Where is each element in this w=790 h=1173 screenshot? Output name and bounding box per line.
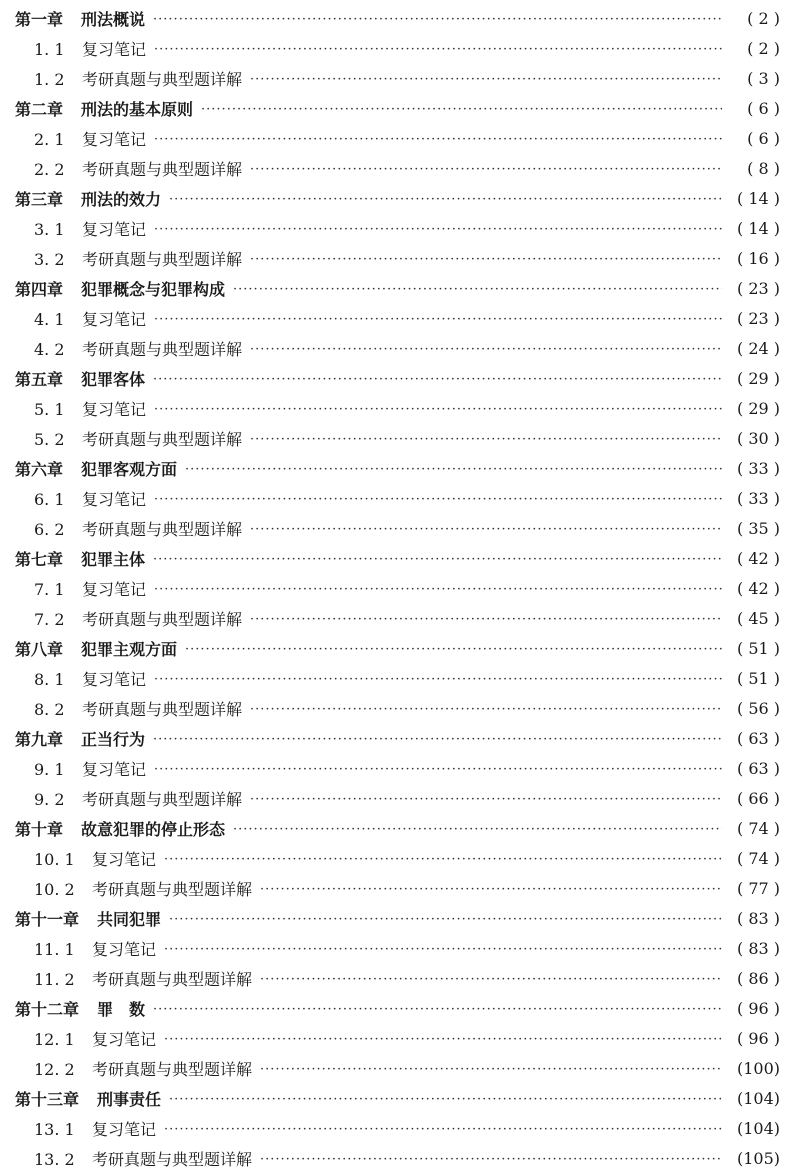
toc-page-number: ( 74 ) [736,818,780,838]
toc-page-number: ( 3 ) [747,68,780,88]
toc-entry-number: 13. 2 [34,1149,75,1169]
toc-entry-label [34,517,242,540]
toc-page-number: ( 51 ) [736,668,780,688]
toc-entry-title: 考研真题与典型题详解 [82,699,243,719]
toc-entry-title: 考研真题与典型题详解 [82,429,243,449]
toc-page-number: ( 56 ) [736,698,780,718]
toc-entry-title: 罪 数 [97,999,146,1019]
toc-page-number: ( 63 ) [736,758,780,778]
toc-page-number: ( 23 ) [736,308,780,328]
toc-section-row[interactable] [0,1113,790,1143]
toc-entry-number: 第七章 [15,549,64,569]
toc-entry-title: 复习笔记 [92,1029,157,1049]
toc-chapter-row[interactable] [0,633,790,663]
dot-leader [250,72,722,87]
toc-page-number: ( 30 ) [736,428,780,448]
toc-entry-label [34,667,146,690]
toc-entry-label [15,187,161,210]
toc-section-row[interactable] [0,513,790,543]
toc-page-number: (105) [736,1148,780,1168]
toc-entry-label [15,7,145,30]
toc-entry-number: 第十三章 [15,1089,80,1109]
toc-entry-number: 11. 2 [34,969,75,989]
toc-page-number: ( 51 ) [736,638,780,658]
toc-page-number: ( 63 ) [736,728,780,748]
toc-section-row[interactable] [0,33,790,63]
toc-section-row[interactable] [0,963,790,993]
toc-page-number: ( 24 ) [736,338,780,358]
toc-entry-label [15,97,193,120]
toc-entry-number: 第三章 [15,189,64,209]
toc-entry-label [34,487,146,510]
toc-entry-label [34,427,242,450]
toc-entry-label [34,787,242,810]
toc-entry-title: 复习笔记 [82,669,147,689]
toc-entry-title: 考研真题与典型题详解 [82,69,243,89]
dot-leader [185,462,722,477]
toc-entry-title: 考研真题与典型题详解 [92,1059,253,1079]
dot-leader [154,222,722,237]
toc-entry-title: 复习笔记 [92,939,157,959]
dot-leader [154,42,722,57]
dot-leader [233,822,722,837]
toc-entry-title: 复习笔记 [82,759,147,779]
toc-page-number: ( 33 ) [736,488,780,508]
toc-entry-label [15,907,161,930]
toc-section-row[interactable] [0,573,790,603]
toc-section-row[interactable] [0,213,790,243]
toc-section-row[interactable] [0,63,790,93]
toc-entry-number: 第二章 [15,99,64,119]
dot-leader [153,372,722,387]
toc-entry-number: 第一章 [15,9,64,29]
toc-page-number: ( 14 ) [736,188,780,208]
dot-leader [153,552,722,567]
dot-leader [185,642,722,657]
dot-leader [164,1122,722,1137]
toc-chapter-row[interactable] [0,723,790,753]
dot-leader [154,492,722,507]
dot-leader [260,972,722,987]
toc-page-number: ( 6 ) [747,128,780,148]
toc-chapter-row[interactable] [0,93,790,123]
toc-chapter-row[interactable] [0,993,790,1023]
dot-leader [250,612,722,627]
toc-page-number: ( 16 ) [736,248,780,268]
toc-section-row[interactable] [0,423,790,453]
toc-entry-title: 犯罪客体 [81,369,146,389]
toc-entry-title: 考研真题与典型题详解 [82,339,243,359]
toc-entry-label [34,577,146,600]
toc-entry-label [34,967,252,990]
toc-page-number: ( 74 ) [736,848,780,868]
toc-entry-number: 9. 2 [34,789,65,809]
toc-section-row[interactable] [0,243,790,273]
toc-entry-label [34,337,242,360]
toc-entry-title: 刑法概说 [81,9,146,29]
toc-entry-title: 复习笔记 [82,129,147,149]
toc-entry-title: 考研真题与典型题详解 [82,789,243,809]
toc-section-row[interactable] [0,333,790,363]
toc-entry-title: 犯罪主体 [81,549,146,569]
toc-page-number: ( 2 ) [747,38,780,58]
toc-entry-label [34,37,146,60]
toc-entry-label [34,127,146,150]
toc-entry-number: 2. 2 [34,159,65,179]
toc-page-number: ( 2 ) [747,8,780,28]
toc-entry-title: 犯罪概念与犯罪构成 [81,279,226,299]
toc-page-number: ( 42 ) [736,578,780,598]
toc-entry-number: 4. 1 [34,309,65,329]
toc-section-row[interactable] [0,753,790,783]
toc-entry-number: 2. 1 [34,129,65,149]
toc-section-row[interactable] [0,1023,790,1053]
toc-entry-number: 5. 1 [34,399,65,419]
dot-leader [154,582,722,597]
dot-leader [250,792,722,807]
toc-entry-title: 复习笔记 [82,579,147,599]
dot-leader [169,912,722,927]
toc-section-row[interactable] [0,303,790,333]
toc-entry-number: 7. 2 [34,609,65,629]
toc-entry-number: 第十章 [15,819,64,839]
toc-page-number: ( 42 ) [736,548,780,568]
dot-leader [154,132,722,147]
toc-entry-number: 3. 1 [34,219,65,239]
toc-entry-title: 考研真题与典型题详解 [92,879,253,899]
toc-entry-label [34,307,146,330]
dot-leader [250,162,722,177]
dot-leader [154,672,722,687]
dot-leader [153,732,722,747]
toc-entry-label [15,997,145,1020]
dot-leader [233,282,722,297]
dot-leader [164,942,722,957]
toc-entry-number: 5. 2 [34,429,65,449]
toc-chapter-row[interactable] [0,363,790,393]
toc-entry-title: 考研真题与典型题详解 [82,249,243,269]
dot-leader [154,402,722,417]
toc-section-row[interactable] [0,843,790,873]
toc-entry-number: 6. 2 [34,519,65,539]
toc-entry-number: 第十一章 [15,909,80,929]
toc-entry-number: 11. 1 [34,939,75,959]
dot-leader [250,522,722,537]
toc-entry-label [34,397,146,420]
dot-leader [164,1032,722,1047]
toc-entry-title: 考研真题与典型题详解 [82,159,243,179]
toc-entry-number: 12. 2 [34,1059,75,1079]
toc-entry-title: 正当行为 [81,729,146,749]
toc-section-row[interactable] [0,873,790,903]
toc-entry-number: 13. 1 [34,1119,75,1139]
toc-chapter-row[interactable] [0,1083,790,1113]
toc-section-row[interactable] [0,783,790,813]
dot-leader [153,12,722,27]
toc-entry-label [15,727,145,750]
toc-entry-title: 复习笔记 [82,309,147,329]
toc-entry-title: 考研真题与典型题详解 [92,1149,253,1169]
toc-section-row[interactable] [0,483,790,513]
dot-leader [169,192,722,207]
toc-entry-number: 4. 2 [34,339,65,359]
toc-page-number: (104) [736,1118,780,1138]
toc-page-number: ( 14 ) [736,218,780,238]
toc-chapter-row[interactable] [0,813,790,843]
toc-page-number: ( 29 ) [736,398,780,418]
toc-page-number: ( 83 ) [736,938,780,958]
toc-entry-number: 1. 1 [34,39,65,59]
toc-entry-number: 第四章 [15,279,64,299]
toc-entry-number: 1. 2 [34,69,65,89]
toc-entry-number: 8. 2 [34,699,65,719]
toc-chapter-row[interactable] [0,183,790,213]
toc-page-number: ( 96 ) [736,1028,780,1048]
toc-section-row[interactable] [0,123,790,153]
dot-leader [250,432,722,447]
toc-entry-number: 第五章 [15,369,64,389]
toc-entry-number: 9. 1 [34,759,65,779]
toc-entry-title: 考研真题与典型题详解 [92,969,253,989]
dot-leader [201,102,722,117]
toc-entry-label [34,217,146,240]
toc-entry-number: 第九章 [15,729,64,749]
toc-entry-title: 考研真题与典型题详解 [82,519,243,539]
toc-entry-label [34,937,156,960]
toc-page-number: (104) [736,1088,780,1108]
dot-leader [260,1062,722,1077]
toc-page-number: ( 29 ) [736,368,780,388]
toc-entry-label [34,157,242,180]
toc-page-number: ( 33 ) [736,458,780,478]
toc-entry-number: 10. 2 [34,879,75,899]
toc-entry-number: 第六章 [15,459,64,479]
toc-entry-number: 7. 1 [34,579,65,599]
toc-chapter-row[interactable] [0,543,790,573]
dot-leader [260,882,722,897]
toc-section-row[interactable] [0,693,790,723]
toc-entry-title: 刑事责任 [97,1089,162,1109]
toc-entry-title: 复习笔记 [82,399,147,419]
toc-page-number: ( 83 ) [736,908,780,928]
toc-entry-title: 复习笔记 [92,1119,157,1139]
toc-entry-title: 复习笔记 [92,849,157,869]
dot-leader [154,312,722,327]
toc-entry-title: 复习笔记 [82,489,147,509]
toc-chapter-row[interactable] [0,273,790,303]
toc-entry-label [34,1117,156,1140]
toc-entry-label [15,367,145,390]
dot-leader [250,252,722,267]
toc-entry-title: 故意犯罪的停止形态 [81,819,226,839]
table-of-contents [0,3,790,1173]
toc-section-row[interactable] [0,603,790,633]
toc-entry-title: 刑法的基本原则 [81,99,194,119]
toc-entry-label [15,457,177,480]
toc-entry-title: 犯罪客观方面 [81,459,178,479]
toc-entry-label [34,1147,252,1170]
toc-entry-number: 12. 1 [34,1029,75,1049]
toc-entry-title: 复习笔记 [82,219,147,239]
toc-entry-title: 共同犯罪 [97,909,162,929]
toc-page-number: ( 66 ) [736,788,780,808]
toc-chapter-row[interactable] [0,903,790,933]
toc-entry-label [15,637,177,660]
toc-entry-label [15,547,145,570]
toc-page-number: ( 8 ) [747,158,780,178]
toc-entry-title: 刑法的效力 [81,189,162,209]
dot-leader [153,1002,722,1017]
toc-entry-label [34,1057,252,1080]
toc-entry-label [34,1027,156,1050]
toc-section-row[interactable] [0,153,790,183]
toc-entry-title: 犯罪主观方面 [81,639,178,659]
toc-page-number: ( 86 ) [736,968,780,988]
toc-section-row[interactable] [0,393,790,423]
toc-page-number: ( 45 ) [736,608,780,628]
dot-leader [260,1152,722,1167]
toc-entry-number: 第八章 [15,639,64,659]
toc-entry-label [34,247,242,270]
toc-chapter-row[interactable] [0,453,790,483]
dot-leader [164,852,722,867]
toc-section-row[interactable] [0,1053,790,1083]
toc-entry-number: 第十二章 [15,999,80,1019]
toc-entry-number: 6. 1 [34,489,65,509]
toc-entry-number: 3. 2 [34,249,65,269]
dot-leader [169,1092,722,1107]
toc-page-number: (100) [736,1058,780,1078]
toc-entry-label [15,1087,161,1110]
dot-leader [250,702,722,717]
toc-page-number: ( 23 ) [736,278,780,298]
toc-section-row[interactable] [0,933,790,963]
dot-leader [250,342,722,357]
toc-entry-title: 考研真题与典型题详解 [82,609,243,629]
toc-chapter-row[interactable] [0,3,790,33]
toc-entry-label [15,277,225,300]
toc-page-number: ( 35 ) [736,518,780,538]
toc-entry-label [34,847,156,870]
toc-entry-number: 10. 1 [34,849,75,869]
toc-entry-label [15,817,225,840]
toc-entry-title: 复习笔记 [82,39,147,59]
toc-entry-label [34,697,242,720]
toc-entry-label [34,877,252,900]
toc-entry-number: 8. 1 [34,669,65,689]
toc-page-number: ( 6 ) [747,98,780,118]
toc-section-row[interactable] [0,1143,790,1173]
toc-page-number: ( 77 ) [736,878,780,898]
toc-page-number: ( 96 ) [736,998,780,1018]
toc-entry-label [34,757,146,780]
toc-entry-label [34,67,242,90]
dot-leader [154,762,722,777]
toc-entry-label [34,607,242,630]
toc-section-row[interactable] [0,663,790,693]
